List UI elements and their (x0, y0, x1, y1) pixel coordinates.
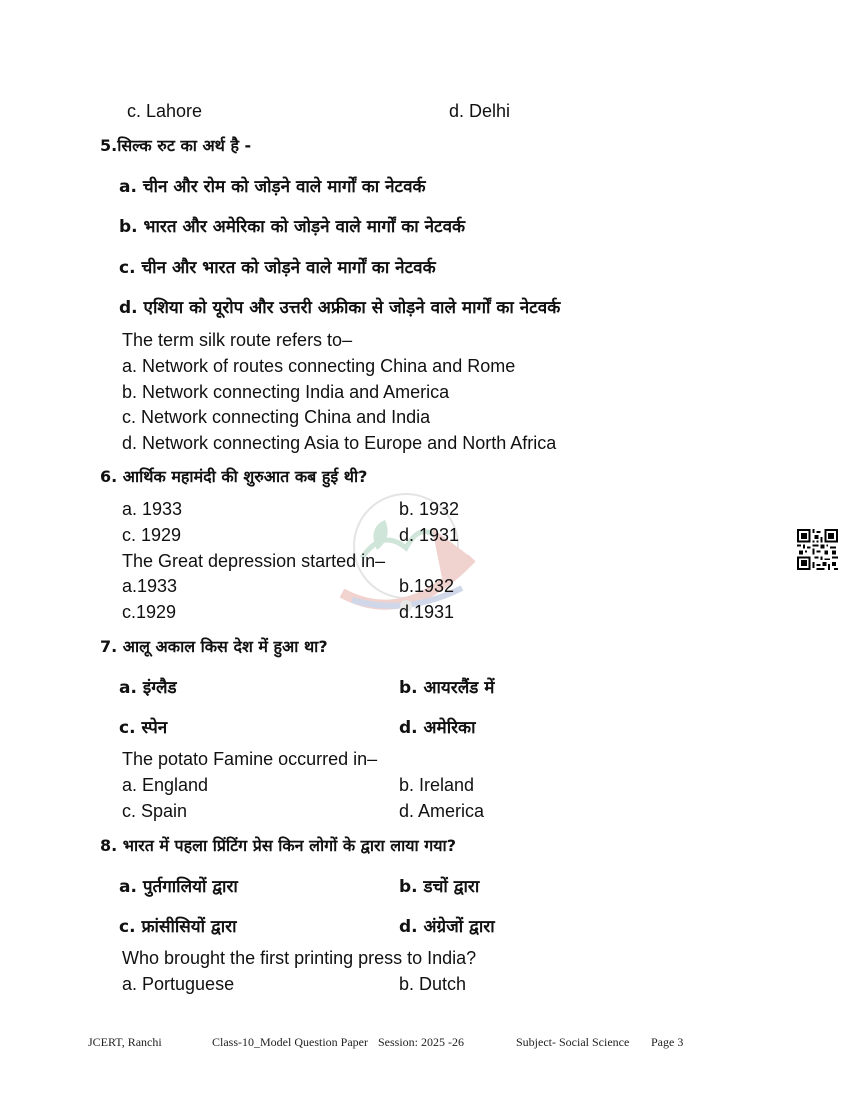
footer-paper-name: Class-10_Model Question Paper (212, 1035, 368, 1049)
q7-option-b-english: b. Ireland (399, 775, 475, 795)
qr-code-icon (797, 529, 838, 570)
q6-option-a-hindi: a. 1933 (122, 499, 183, 519)
q6-option-a-english: a.1933 (122, 576, 178, 596)
q6-question-english: The Great depression started in– (122, 551, 386, 571)
q5-option-c-hindi: c. चीन और भारत को जोड़ने वाले मार्गों का नेटवर्क (119, 258, 436, 278)
q7-option-d-english: d. America (399, 801, 485, 821)
q5-option-a-english: a. Network of routes connecting China and Rome (122, 356, 516, 376)
q7-option-b-hindi: b. आयरलैंड में (399, 678, 495, 698)
q5-question-hindi: 5.सिल्क रुट का अर्थ है - (100, 136, 252, 155)
q7-option-c-hindi: c. स्पेन (119, 718, 168, 738)
prev-option-c: c. Lahore (127, 101, 203, 121)
q5-option-d-english: d. Network connecting Asia to Europe and North Africa (122, 433, 557, 453)
q8-option-b-english: b. Dutch (399, 974, 467, 994)
q8-option-a-english: a. Portuguese (122, 974, 235, 994)
q6-option-b-english: b.1932 (399, 576, 455, 596)
footer-page-number: Page 3 (651, 1035, 684, 1049)
q7-question-english: The potato Famine occurred in– (122, 749, 378, 769)
q5-option-c-english: c. Network connecting China and India (122, 407, 431, 427)
q7-question-hindi: 7. आलू अकाल किस देश में हुआ था? (100, 637, 328, 656)
q5-option-b-english: b. Network connecting India and America (122, 382, 450, 402)
q6-option-c-hindi: c. 1929 (122, 525, 182, 545)
q8-option-b-hindi: b. डचों द्वारा (399, 877, 480, 897)
q5-question-english: The term silk route refers to– (122, 330, 353, 350)
q6-question-hindi: 6. आर्थिक महामंदी की शुरुआत कब हुई थी? (100, 467, 368, 486)
q6-option-d-english: d.1931 (399, 602, 455, 622)
footer-organization: JCERT, Ranchi (88, 1035, 162, 1049)
q5-option-a-hindi: a. चीन और रोम को जोड़ने वाले मार्गों का नेटवर्क (119, 177, 426, 197)
prev-option-d: d. Delhi (449, 101, 511, 121)
q5-option-b-hindi: b. भारत और अमेरिका को जोड़ने वाले मार्गों का नेटवर्क (119, 217, 466, 237)
q7-option-a-hindi: a. इंग्लैड (119, 678, 177, 698)
q7-option-d-hindi: d. अमेरिका (399, 718, 476, 738)
q6-option-d-hindi: d. 1931 (399, 525, 460, 545)
footer-subject: Subject- Social Science (516, 1035, 630, 1049)
q6-option-c-english: c.1929 (122, 602, 177, 622)
q7-option-c-english: c. Spain (122, 801, 188, 821)
footer-session: Session: 2025 -26 (378, 1035, 465, 1049)
q8-option-c-hindi: c. फ्रांसीसियों द्वारा (119, 917, 237, 937)
q8-question-english: Who brought the first printing press to India? (122, 948, 477, 968)
q6-option-b-hindi: b. 1932 (399, 499, 460, 519)
q8-question-hindi: 8. भारत में पहला प्रिंटिंग प्रेस किन लोगों के द्वारा लाया गया? (100, 836, 456, 855)
q5-option-d-hindi: d. एशिया को यूरोप और उत्तरी अफ्रीका से जोड़ने वाले मार्गों का नेटवर्क (119, 298, 561, 318)
q8-option-a-hindi: a. पुर्तगालियों द्वारा (119, 877, 238, 897)
q8-option-d-hindi: d. अंग्रेजों द्वारा (399, 917, 495, 937)
q7-option-a-english: a. England (122, 775, 209, 795)
